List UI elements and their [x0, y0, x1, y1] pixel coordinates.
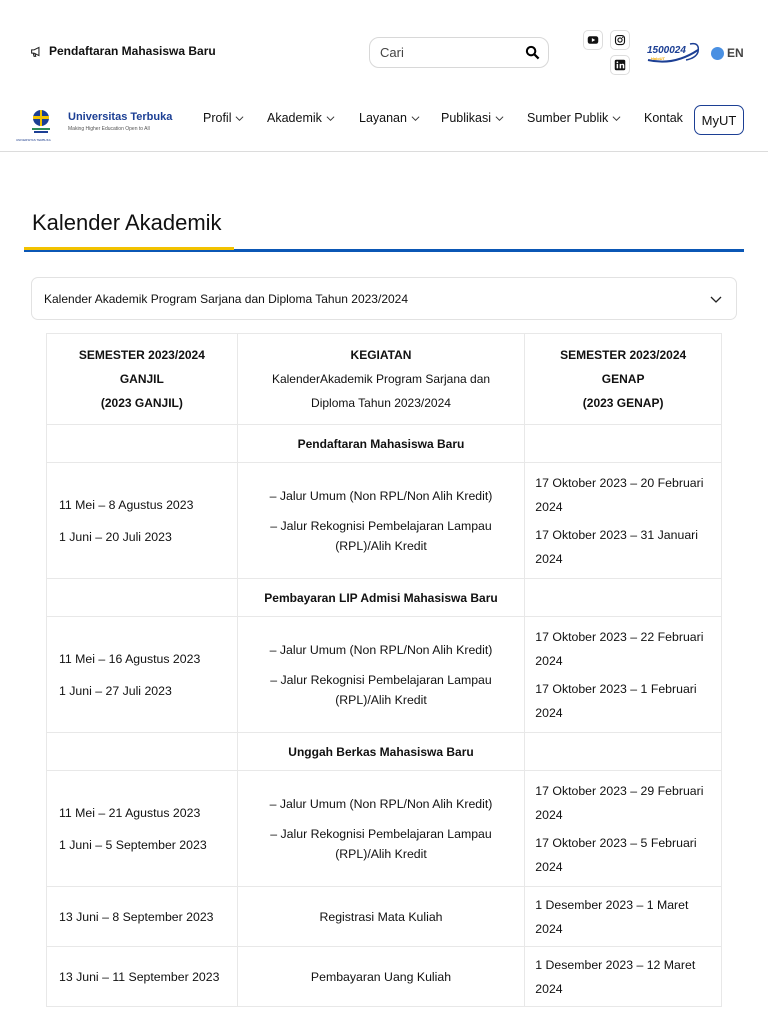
- section-title: Unggah Berkas Mahasiswa Baru: [237, 733, 525, 771]
- nav-item-akademik[interactable]: [267, 111, 335, 125]
- title-divider-accent: [24, 247, 234, 250]
- call-center-logo[interactable]: [646, 40, 702, 66]
- brand-tagline: Making Higher Education Open to All: [68, 126, 150, 132]
- kegiatan-cell: – Jalur Umum (Non RPL/Non Alih Kredit) – Jalur Rekognisi Pembelajaran Lampau (RPL)/Alih Kredit: [237, 617, 525, 733]
- nav-item-sumber-publik[interactable]: [527, 111, 621, 125]
- nav-item-label: Akademik: [267, 111, 322, 125]
- nav-item-kontak[interactable]: [644, 111, 683, 125]
- instagram-icon[interactable]: [610, 30, 630, 50]
- calendar-accordion-toggle[interactable]: [31, 277, 737, 320]
- call-center-number: 1500024: [647, 45, 686, 56]
- language-label: EN: [727, 46, 744, 60]
- genap-cell: 1 Desember 2023 – 12 Maret 2024: [525, 947, 722, 1007]
- brand-name: Universitas Terbuka: [68, 111, 173, 123]
- section-title-row: [47, 425, 722, 463]
- youtube-icon[interactable]: [583, 30, 603, 50]
- header-ganjil: SEMESTER 2023/2024 GANJIL (2023 GANJIL): [47, 334, 238, 425]
- announcement-link[interactable]: [30, 44, 216, 58]
- genap-cell: 17 Oktober 2023 – 22 Februari 2024 17 Oktober 2023 – 1 Februari 2024: [525, 617, 722, 733]
- main-nav: [0, 100, 768, 152]
- kegiatan-cell: Pembayaran Uang Kuliah: [237, 947, 525, 1007]
- nav-item-publikasi[interactable]: [441, 111, 504, 125]
- table-row: [47, 887, 722, 947]
- kegiatan-cell: – Jalur Umum (Non RPL/Non Alih Kredit) – Jalur Rekognisi Pembelajaran Lampau (RPL)/Alih Kredit: [237, 463, 525, 579]
- section-title: Pembayaran LIP Admisi Mahasiswa Baru: [237, 579, 525, 617]
- page-title: Kalender Akademik: [32, 210, 222, 235]
- language-switch[interactable]: [711, 46, 744, 60]
- genap-cell: 17 Oktober 2023 – 29 Februari 2024 17 Oktober 2023 – 5 Februari 2024: [525, 771, 722, 887]
- genap-cell: 1 Desember 2023 – 1 Maret 2024: [525, 887, 722, 947]
- header-kegiatan: KEGIATAN KalenderAkademik Program Sarjana dan Diploma Tahun 2023/2024: [237, 334, 525, 425]
- university-emblem-icon: [28, 108, 54, 138]
- myut-button[interactable]: MyUT: [694, 105, 744, 135]
- kegiatan-cell: Registrasi Mata Kuliah: [237, 887, 525, 947]
- section-title-row: [47, 579, 722, 617]
- chevron-down-icon: [612, 114, 621, 123]
- nav-item-profil[interactable]: [203, 111, 244, 125]
- table-row: [47, 771, 722, 887]
- nav-item-label: Profil: [203, 111, 232, 125]
- search-box[interactable]: [369, 37, 549, 68]
- emblem-caption: UNIVERSITAS TERBUKA: [16, 138, 51, 142]
- globe-icon: [711, 47, 724, 60]
- nav-item-label: Publikasi: [441, 111, 492, 125]
- section-title: Pendaftaran Mahasiswa Baru: [237, 425, 525, 463]
- ganjil-cell: 11 Mei – 8 Agustus 2023 1 Juni – 20 Juli 2023: [47, 463, 238, 579]
- ganjil-cell: 11 Mei – 21 Agustus 2023 1 Juni – 5 September 2023: [47, 771, 238, 887]
- nav-item-layanan[interactable]: [359, 111, 420, 125]
- table-header-row: [47, 334, 722, 425]
- table-row: [47, 947, 722, 1007]
- announcement-text: Pendaftaran Mahasiswa Baru: [49, 44, 216, 58]
- nav-item-label: Layanan: [359, 111, 407, 125]
- ganjil-cell: 11 Mei – 16 Agustus 2023 1 Juni – 27 Juli 2023: [47, 617, 238, 733]
- chevron-down-icon: [326, 114, 335, 123]
- nav-item-label: Sumber Publik: [527, 111, 609, 125]
- linkedin-icon[interactable]: [610, 55, 630, 75]
- megaphone-icon: [30, 45, 43, 58]
- genap-cell: 17 Oktober 2023 – 20 Februari 2024 17 Oktober 2023 – 31 Januari 2024: [525, 463, 722, 579]
- chevron-down-icon: [495, 114, 504, 123]
- header-genap: SEMESTER 2023/2024 GENAP (2023 GENAP): [525, 334, 722, 425]
- ganjil-cell: 13 Juni – 8 September 2023: [47, 887, 238, 947]
- chevron-down-icon[interactable]: [710, 293, 722, 305]
- chevron-down-icon: [235, 114, 244, 123]
- section-title-row: [47, 733, 722, 771]
- search-input[interactable]: [380, 45, 520, 60]
- table-row: [47, 617, 722, 733]
- chevron-down-icon: [411, 114, 420, 123]
- call-center-sub: HaloUT: [651, 56, 665, 61]
- accordion-label: Kalender Akademik Program Sarjana dan Diploma Tahun 2023/2024: [44, 291, 409, 306]
- academic-calendar-table: [46, 333, 722, 1007]
- top-bar: [0, 0, 768, 100]
- nav-item-label: Kontak: [644, 111, 683, 125]
- search-icon[interactable]: [525, 45, 540, 60]
- kegiatan-cell: – Jalur Umum (Non RPL/Non Alih Kredit) – Jalur Rekognisi Pembelajaran Lampau (RPL)/Alih Kredit: [237, 771, 525, 887]
- university-logo[interactable]: [16, 108, 186, 144]
- table-row: [47, 463, 722, 579]
- ganjil-cell: 13 Juni – 11 September 2023: [47, 947, 238, 1007]
